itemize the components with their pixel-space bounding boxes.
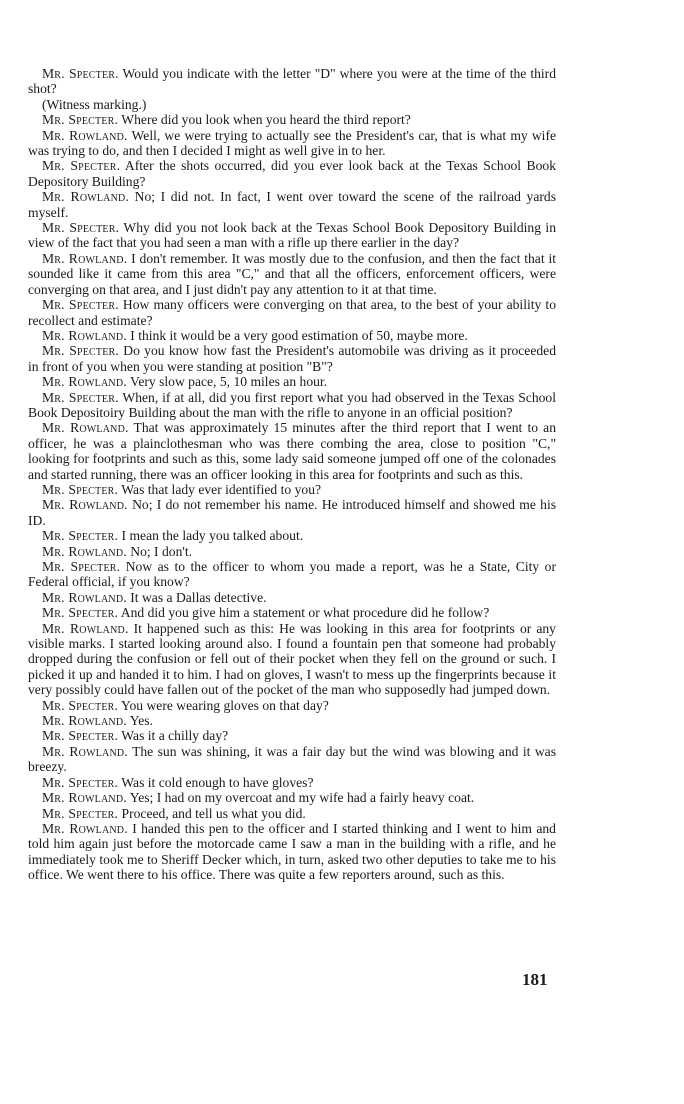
speaker-name: Mr. Rowland.	[42, 420, 129, 436]
testimony-paragraph	[28, 251, 556, 297]
paragraph-text: Now as to the officer to whom you made a report, was he a State, City or Federal official, if you know?	[28, 559, 557, 590]
speaker-name: Mr. Specter.	[42, 728, 119, 744]
speaker-name: Mr. Specter.	[42, 343, 120, 359]
paragraph-text: How many officers were converging on that area, to the best of your ability to recollect and estimate?	[28, 297, 556, 328]
speaker-name: Mr. Rowland.	[42, 543, 127, 559]
speaker-name: Mr. Specter.	[42, 220, 120, 236]
testimony-paragraph	[28, 220, 556, 251]
speaker-name: Mr. Specter.	[42, 605, 119, 621]
testimony-paragraph	[28, 66, 556, 97]
paragraph-text: After the shots occurred, did you ever look back at the Texas School Book Depository Building?	[28, 158, 556, 189]
speaker-name: Mr. Rowland.	[42, 374, 127, 390]
paragraph-text: The sun was shining, it was a fair day but the wind was blowing and it was breezy.	[28, 743, 556, 775]
testimony-paragraph	[28, 420, 556, 482]
testimony-paragraph	[28, 343, 556, 374]
testimony-paragraph	[28, 698, 556, 713]
paragraph-text: I handed this pen to the officer and I started thinking and I went to him and told him again just before the motorcade came I saw a man in the building with a rifle, and he immediately took me to Sheriff Decker which, in turn, asked two other deputies to take me to his office. We went there to his office. There was quite a few reporters around, such as this.	[28, 820, 556, 883]
speaker-name: Mr. Specter.	[42, 66, 119, 81]
testimony-paragraph	[28, 189, 556, 220]
testimony-paragraph	[28, 297, 556, 328]
testimony-paragraph	[28, 158, 556, 189]
paragraph-text: Do you know how fast the President's automobile was driving as it proceeded in front of you when you were standing at position "B"?	[28, 343, 557, 374]
testimony-paragraph	[28, 328, 556, 343]
testimony-paragraph	[28, 775, 556, 790]
paragraph-text: No; I do not remember his name. He introduced himself and showed me his ID.	[28, 497, 557, 528]
speaker-name: Mr. Rowland.	[42, 250, 128, 266]
paragraph-text: That was approximately 15 minutes after the third report that I went to an officer, he was a plainclothesman who was there combing the area, close to position "C," looking for footprints and such as this, some lady said someone jumped off one of the colonades and started running, there was an officer looking in this area for footprints and such as this.	[28, 420, 556, 482]
paragraph-text: Was that lady ever identified to you?	[121, 481, 322, 497]
paragraph-text: Proceed, and tell us what you did.	[121, 805, 306, 821]
speaker-name: Mr. Specter.	[42, 528, 119, 544]
speaker-name: Mr. Rowland.	[42, 327, 127, 343]
paragraph-text: I think it would be a very good estimation of 50, maybe more.	[130, 327, 468, 343]
paragraph-text: No; I don't.	[130, 543, 192, 559]
paragraph-text: I don't remember. It was mostly due to the confusion, and then the fact that it sounded like it came from this area "C," and that all the officers, enforcement officers, were converging on that area, and I just didn't pay any attention to it at that time.	[28, 250, 557, 297]
speaker-name: Mr. Specter.	[42, 389, 119, 405]
speaker-name: Mr. Specter.	[42, 559, 121, 574]
paragraph-text: Yes.	[129, 713, 153, 729]
speaker-name: Mr. Rowland.	[42, 743, 128, 759]
paragraph-text: I mean the lady you talked about.	[121, 528, 304, 544]
testimony-paragraph	[28, 482, 556, 497]
paragraph-text: (Witness marking.)	[42, 96, 147, 112]
speaker-name: Mr. Specter.	[42, 805, 119, 821]
paragraph-text: It was a Dallas detective.	[130, 589, 267, 605]
testimony-paragraph	[28, 590, 556, 605]
testimony-paragraph	[28, 97, 556, 112]
speaker-name: Mr. Specter.	[42, 774, 119, 790]
speaker-name: Mr. Rowland.	[42, 790, 127, 806]
paragraph-text: When, if at all, did you first report what you had observed in the Texas School Book Depositoiry Building about the man with the rifle to anyone in an official position?	[28, 389, 556, 420]
testimony-paragraph	[28, 374, 556, 389]
paragraph-text: Why did you not look back at the Texas School Book Depository Building in view of the fact that you had seen a man with a rifle up there earlier in the day?	[28, 220, 557, 251]
speaker-name: Mr. Specter.	[42, 297, 119, 313]
speaker-name: Mr. Rowland.	[42, 189, 130, 205]
testimony-paragraph	[28, 790, 556, 805]
paragraph-text: Well, we were trying to actually see the President's car, that is what my wife was trying to do, and then I decided I might as well give in to her.	[28, 127, 557, 159]
paragraph-text: No; I did not. In fact, I went over toward the scene of the railroad yards myself.	[28, 189, 556, 220]
testimony-paragraph	[28, 390, 556, 421]
testimony-paragraph	[28, 806, 556, 821]
speaker-name: Mr. Rowland.	[42, 497, 128, 513]
paragraph-text: Very slow pace, 5, 10 miles an hour.	[130, 374, 328, 390]
paragraph-text: Where did you look when you heard the third report?	[121, 112, 411, 128]
testimony-paragraph	[28, 544, 556, 559]
speaker-name: Mr. Rowland.	[42, 620, 129, 636]
testimony-paragraph	[28, 559, 556, 590]
testimony-paragraph	[28, 497, 556, 528]
testimony-paragraph	[28, 821, 556, 883]
speaker-name: Mr. Specter.	[42, 158, 121, 174]
testimony-paragraph	[28, 621, 556, 698]
testimony-paragraph	[28, 528, 556, 543]
testimony-paragraph	[28, 128, 556, 159]
speaker-name: Mr. Rowland.	[42, 127, 128, 143]
testimony-paragraph	[28, 605, 556, 620]
paragraph-text: It happened such as this: He was looking in this area for footprints or any visible marks. I started looking around also. I found a fountain pen that someone had probably dropped during the confusion or fell out of their pocket when they fell on the ground or such. I picked it up and handed it to him. I had on gloves, I wasn't to mess up the fingerprints because it very possibly could have fallen out of the pocket of the man who supposedly had jumped down.	[28, 620, 556, 698]
testimony-paragraph	[28, 728, 556, 743]
paragraph-text: And did you give him a statement or what procedure did he follow?	[120, 605, 490, 621]
speaker-name: Mr. Specter.	[42, 481, 119, 497]
paragraph-text: Yes; I had on my overcoat and my wife had a fairly heavy coat.	[129, 790, 475, 806]
testimony-paragraph	[28, 112, 556, 127]
speaker-name: Mr. Rowland.	[42, 713, 127, 729]
paragraph-text: Was it a chilly day?	[121, 728, 229, 744]
paragraph-text: You were wearing gloves on that day?	[121, 697, 329, 713]
speaker-name: Mr. Specter.	[42, 112, 119, 128]
speaker-name: Mr. Rowland.	[42, 820, 128, 836]
speaker-name: Mr. Rowland.	[42, 589, 127, 605]
speaker-name: Mr. Specter.	[42, 697, 119, 713]
paragraph-text: Would you indicate with the letter "D" where you were at the time of the third shot?	[28, 66, 557, 97]
paragraph-text: Was it cold enough to have gloves?	[121, 774, 314, 790]
testimony-text	[28, 66, 556, 883]
testimony-paragraph	[28, 744, 556, 775]
testimony-paragraph	[28, 713, 556, 728]
page-number: 181	[522, 970, 548, 989]
